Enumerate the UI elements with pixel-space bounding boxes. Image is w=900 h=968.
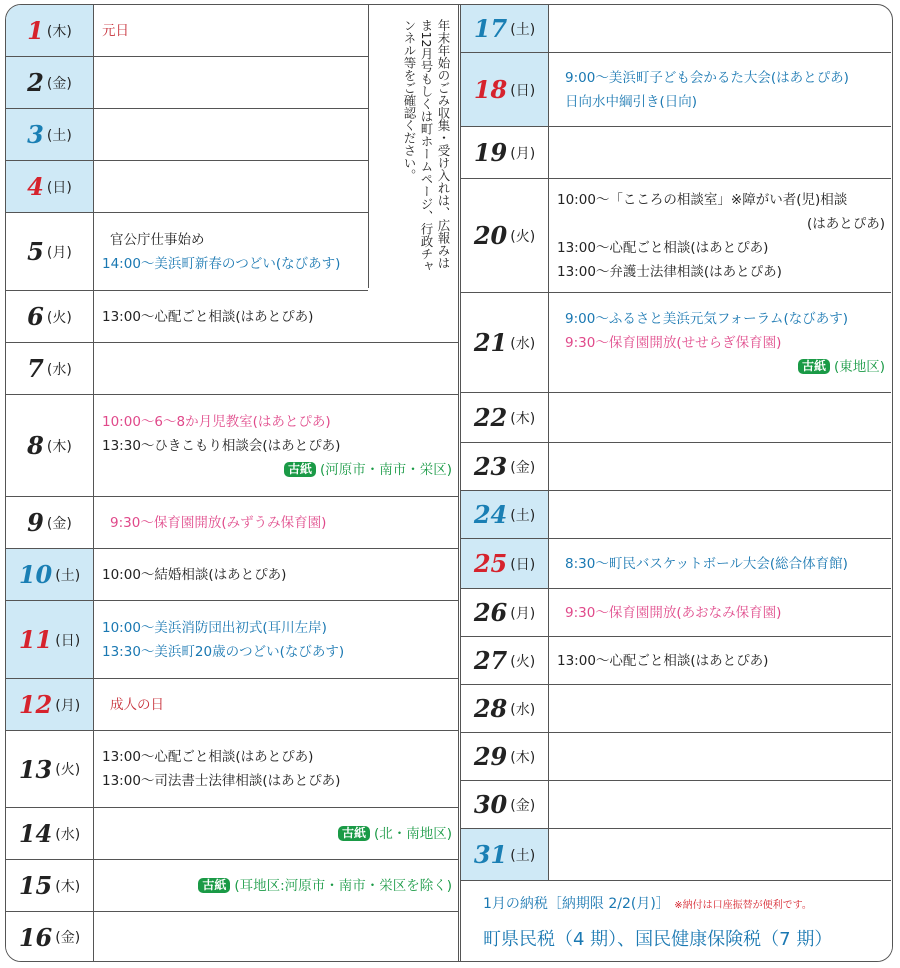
day-number: 17 bbox=[473, 14, 508, 43]
event-text: 10:00～美浜消防団出初式(耳川左岸) bbox=[102, 619, 327, 636]
event-text: 13:00～心配ごと相談(はあとぴあ) bbox=[102, 749, 314, 765]
day-row-1 bbox=[6, 5, 368, 57]
event-text: 13:30～美浜町20歳のつどい(なびあす) bbox=[102, 643, 345, 660]
day-row-9 bbox=[6, 497, 458, 549]
day-row-17 bbox=[461, 5, 891, 53]
date-cell bbox=[6, 808, 94, 859]
date-cell bbox=[461, 491, 549, 538]
day-row-28 bbox=[461, 685, 891, 733]
tax-deadline bbox=[483, 893, 812, 913]
recycling-line bbox=[102, 822, 452, 846]
day-row-8 bbox=[6, 395, 458, 497]
event-text: 10:00～結婚相談(はあとぴあ) bbox=[102, 566, 287, 583]
date-cell bbox=[461, 443, 549, 490]
weekday-label: (火) bbox=[510, 653, 536, 670]
day-number: 28 bbox=[473, 694, 508, 723]
event-text: 8:30～町民バスケットボール大会(総合体育館) bbox=[565, 555, 848, 572]
event-cell bbox=[557, 53, 885, 126]
date-cell bbox=[461, 293, 549, 392]
day-number: 7 bbox=[27, 354, 44, 383]
weekday-label: (日) bbox=[55, 632, 81, 649]
date-cell bbox=[6, 291, 94, 342]
day-number: 26 bbox=[473, 598, 508, 627]
day-number: 22 bbox=[473, 403, 508, 432]
event-line bbox=[102, 640, 452, 664]
date-cell bbox=[461, 733, 549, 780]
event-text: 9:00～ふるさと美浜元気フォーラム(なびあす) bbox=[565, 310, 849, 327]
weekday-label: (日) bbox=[510, 556, 536, 573]
day-row-20 bbox=[461, 179, 891, 293]
day-number: 30 bbox=[473, 790, 508, 819]
garbage-notice-text: 年末年始のごみ収集・受け入れは、広報みはま12月号もしくは町ホームページ、行政チャンネル等をご確認ください。 bbox=[402, 19, 451, 273]
event-text: (河原市・南市・栄区) bbox=[319, 461, 452, 478]
event-line bbox=[557, 260, 885, 284]
day-row-10 bbox=[6, 549, 458, 601]
weekday-label: (水) bbox=[55, 826, 81, 843]
day-row-4 bbox=[6, 161, 368, 213]
day-number: 21 bbox=[473, 328, 508, 357]
day-number: 4 bbox=[27, 172, 44, 201]
event-line bbox=[557, 331, 885, 355]
event-text: 13:00～心配ごと相談(はあとぴあ) bbox=[557, 239, 769, 256]
day-number: 5 bbox=[27, 237, 44, 266]
day-row-25 bbox=[461, 539, 891, 589]
weekday-label: (火) bbox=[55, 762, 81, 778]
day-row-22 bbox=[461, 393, 891, 443]
day-row-23 bbox=[461, 443, 891, 491]
date-cell bbox=[6, 679, 94, 730]
day-row-14 bbox=[6, 808, 458, 860]
day-number: 24 bbox=[473, 500, 508, 529]
weekday-label: (水) bbox=[510, 701, 536, 718]
weekday-label: (日) bbox=[510, 82, 536, 99]
event-cell bbox=[102, 161, 362, 212]
day-number: 29 bbox=[473, 742, 508, 771]
date-cell bbox=[6, 860, 94, 911]
weekday-label: (木) bbox=[510, 749, 536, 766]
event-cell bbox=[557, 637, 885, 684]
date-cell bbox=[461, 53, 549, 126]
date-cell bbox=[6, 57, 94, 108]
event-text: 9:00～美浜町子ども会かるた大会(はあとぴあ) bbox=[565, 69, 849, 86]
day-row-26 bbox=[461, 589, 891, 637]
event-line bbox=[557, 552, 885, 576]
event-cell bbox=[102, 343, 452, 394]
date-cell bbox=[461, 589, 549, 636]
day-row-19 bbox=[461, 127, 891, 179]
event-text: 9:30～保育園開放(あおなみ保育園) bbox=[565, 604, 782, 621]
date-cell bbox=[461, 539, 549, 588]
weekday-label: (金) bbox=[55, 930, 81, 946]
day-row-13 bbox=[6, 731, 458, 808]
event-cell bbox=[557, 781, 885, 828]
day-number: 13 bbox=[18, 754, 53, 784]
day-number: 2 bbox=[27, 68, 44, 97]
event-cell bbox=[102, 601, 452, 678]
recycling-line bbox=[102, 874, 452, 898]
weekday-label: (金) bbox=[510, 797, 536, 814]
date-cell bbox=[6, 731, 94, 807]
weekday-label: (月) bbox=[46, 244, 72, 261]
waste-paper-badge: 古紙 bbox=[198, 878, 230, 893]
weekday-label: (土) bbox=[510, 507, 536, 524]
event-cell bbox=[557, 685, 885, 732]
day-number: 11 bbox=[18, 625, 53, 654]
date-cell bbox=[461, 781, 549, 828]
recycling-line bbox=[102, 458, 452, 482]
waste-paper-badge: 古紙 bbox=[798, 359, 830, 374]
weekday-label: (土) bbox=[46, 127, 72, 144]
event-line bbox=[102, 410, 452, 434]
day-number: 31 bbox=[473, 840, 508, 869]
day-number: 9 bbox=[27, 508, 44, 537]
date-cell bbox=[461, 829, 549, 880]
event-line bbox=[102, 693, 452, 717]
day-row-16 bbox=[6, 912, 458, 962]
date-cell bbox=[461, 179, 549, 292]
weekday-label: (土) bbox=[55, 567, 81, 584]
day-row-31 bbox=[461, 829, 891, 881]
event-text: 13:00～司法書士法律相談(はあとぴあ) bbox=[102, 773, 341, 789]
event-text: (はあとぴあ) bbox=[806, 215, 885, 232]
event-cell bbox=[102, 912, 452, 962]
waste-paper-badge: 古紙 bbox=[338, 826, 370, 841]
date-cell bbox=[6, 213, 94, 290]
event-line bbox=[557, 649, 885, 673]
event-text: (北・南地区) bbox=[373, 825, 452, 842]
day-row-3 bbox=[6, 109, 368, 161]
event-line bbox=[102, 745, 452, 769]
day-number: 3 bbox=[27, 120, 44, 149]
date-cell bbox=[6, 601, 94, 678]
weekday-label: (金) bbox=[510, 459, 536, 476]
event-cell bbox=[102, 5, 362, 56]
weekday-label: (月) bbox=[55, 697, 81, 714]
weekday-label: (水) bbox=[510, 335, 536, 352]
event-cell bbox=[557, 589, 885, 636]
event-cell bbox=[102, 731, 452, 807]
event-line bbox=[102, 769, 452, 793]
weekday-label: (金) bbox=[46, 75, 72, 92]
day-row-11 bbox=[6, 601, 458, 679]
garbage-notice-box bbox=[368, 5, 458, 288]
event-text: 13:30～ひきこもり相談会(はあとぴあ) bbox=[102, 437, 341, 454]
event-text: 10:00～6～8か月児教室(はあとぴあ) bbox=[102, 413, 331, 430]
day-row-5 bbox=[6, 213, 368, 291]
day-row-2 bbox=[6, 57, 368, 109]
event-line bbox=[102, 228, 362, 252]
event-cell bbox=[102, 109, 362, 160]
day-number: 6 bbox=[27, 302, 44, 331]
date-cell bbox=[461, 127, 549, 178]
event-cell bbox=[102, 213, 362, 290]
event-text: 官公庁仕事始め bbox=[110, 231, 205, 248]
event-cell bbox=[102, 291, 452, 342]
weekday-label: (木) bbox=[510, 410, 536, 427]
event-cell bbox=[557, 293, 885, 392]
weekday-label: (日) bbox=[46, 179, 72, 196]
day-number: 10 bbox=[18, 560, 53, 589]
waste-paper-badge: 古紙 bbox=[284, 462, 316, 477]
event-text: 13:00～心配ごと相談(はあとぴあ) bbox=[557, 652, 769, 669]
event-text: 10:00～「こころの相談室」※障がい者(児)相談 bbox=[557, 191, 848, 208]
date-cell bbox=[461, 393, 549, 442]
day-number: 15 bbox=[18, 871, 53, 900]
event-line bbox=[557, 307, 885, 331]
day-row-24 bbox=[461, 491, 891, 539]
event-line bbox=[102, 305, 452, 329]
day-number: 19 bbox=[473, 138, 508, 167]
event-text: 9:30～保育園開放(みずうみ保育園) bbox=[110, 514, 327, 531]
date-cell bbox=[6, 497, 94, 548]
date-cell bbox=[6, 395, 94, 496]
weekday-label: (土) bbox=[510, 21, 536, 38]
event-cell bbox=[102, 860, 452, 911]
event-line bbox=[102, 252, 362, 276]
day-number: 23 bbox=[473, 452, 508, 481]
event-line bbox=[557, 90, 885, 114]
event-text: 13:00～心配ごと相談(はあとぴあ) bbox=[102, 308, 314, 325]
event-text: 成人の日 bbox=[110, 696, 164, 713]
date-cell bbox=[6, 109, 94, 160]
weekday-label: (木) bbox=[46, 438, 72, 455]
event-line bbox=[557, 66, 885, 90]
event-text: 13:00～弁護士法律相談(はあとぴあ) bbox=[557, 263, 782, 280]
event-line bbox=[102, 434, 452, 458]
weekday-label: (木) bbox=[55, 878, 81, 895]
day-number: 18 bbox=[473, 75, 508, 104]
date-cell bbox=[461, 5, 549, 52]
event-text: 日向水中綱引き(日向) bbox=[565, 93, 698, 110]
date-cell bbox=[461, 637, 549, 684]
event-text: 元日 bbox=[102, 22, 129, 39]
event-cell bbox=[557, 443, 885, 490]
event-line bbox=[557, 601, 885, 625]
day-row-30 bbox=[461, 781, 891, 829]
event-cell bbox=[557, 491, 885, 538]
weekday-label: (火) bbox=[510, 228, 536, 245]
tax-info bbox=[461, 881, 892, 961]
event-cell bbox=[102, 679, 452, 730]
day-number: 8 bbox=[27, 431, 44, 460]
day-row-21 bbox=[461, 293, 891, 393]
date-cell bbox=[6, 549, 94, 600]
day-row-18 bbox=[461, 53, 891, 127]
event-text: (東地区) bbox=[833, 358, 885, 375]
weekday-label: (土) bbox=[510, 847, 536, 864]
date-cell bbox=[6, 5, 94, 56]
day-row-12 bbox=[6, 679, 458, 731]
tax-items: 町県民税（4 期）、国民健康保険税（7 期） bbox=[483, 929, 833, 950]
event-cell bbox=[102, 808, 452, 859]
date-cell bbox=[461, 685, 549, 732]
weekday-label: (木) bbox=[46, 23, 72, 40]
event-line bbox=[102, 511, 452, 535]
event-cell bbox=[557, 393, 885, 442]
event-line bbox=[102, 616, 452, 640]
event-text: 9:30～保育園開放(せせらぎ保育園) bbox=[565, 334, 782, 351]
weekday-label: (金) bbox=[46, 515, 72, 532]
event-cell bbox=[102, 57, 362, 108]
event-text: (耳地区:河原市・南市・栄区を除く) bbox=[234, 877, 452, 894]
weekday-label: (水) bbox=[46, 361, 72, 378]
calendar-frame bbox=[5, 4, 893, 962]
date-cell bbox=[6, 912, 94, 962]
event-cell bbox=[102, 497, 452, 548]
day-number: 20 bbox=[473, 221, 508, 250]
day-number: 25 bbox=[473, 549, 508, 578]
event-text: 14:00～美浜町新春のつどい(なびあす) bbox=[102, 255, 341, 272]
weekday-label: (月) bbox=[510, 605, 536, 622]
day-number: 27 bbox=[473, 646, 508, 675]
date-cell bbox=[6, 343, 94, 394]
event-line bbox=[102, 19, 362, 43]
day-number: 12 bbox=[18, 690, 53, 719]
day-row-6 bbox=[6, 291, 458, 343]
day-number: 16 bbox=[18, 922, 53, 952]
event-cell bbox=[557, 127, 885, 178]
day-row-27 bbox=[461, 637, 891, 685]
weekday-label: (月) bbox=[510, 145, 536, 162]
event-line bbox=[557, 188, 885, 212]
recycling-line bbox=[557, 355, 885, 379]
day-number: 14 bbox=[18, 819, 53, 848]
day-row-15 bbox=[6, 860, 458, 912]
date-cell bbox=[6, 161, 94, 212]
day-row-7 bbox=[6, 343, 458, 395]
weekday-label: (火) bbox=[46, 309, 72, 326]
event-cell bbox=[102, 395, 452, 496]
event-cell bbox=[102, 549, 452, 600]
event-cell bbox=[557, 829, 885, 880]
event-cell bbox=[557, 539, 885, 588]
event-cell bbox=[557, 733, 885, 780]
event-line bbox=[557, 212, 885, 236]
event-line bbox=[102, 563, 452, 587]
event-cell bbox=[557, 5, 885, 52]
tax-deadline-label: 1月の納税［納期限 2/2(月)］ bbox=[483, 896, 670, 912]
day-row-29 bbox=[461, 733, 891, 781]
event-line bbox=[557, 236, 885, 260]
day-number: 1 bbox=[27, 16, 44, 45]
tax-note: ※納付は口座振替が便利です。 bbox=[674, 900, 812, 911]
event-cell bbox=[557, 179, 885, 292]
